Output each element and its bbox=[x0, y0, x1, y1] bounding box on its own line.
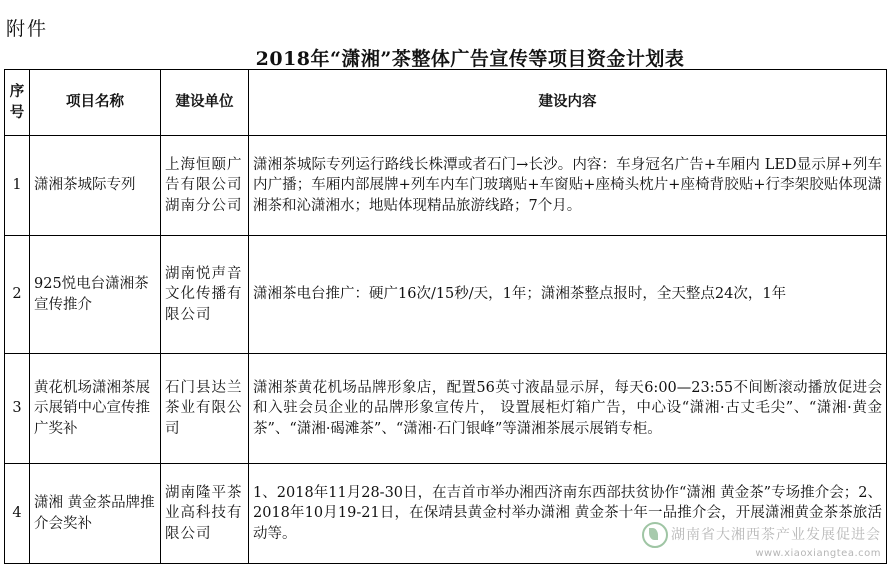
project-name: 潇湘 黄金茶品牌推介会奖补 bbox=[30, 464, 161, 564]
header-seq: 序号 bbox=[5, 70, 30, 136]
table-header-row bbox=[5, 70, 887, 136]
header-project-name: 项目名称 bbox=[30, 70, 161, 136]
table-row bbox=[5, 136, 887, 236]
row-number: 2 bbox=[5, 236, 30, 354]
construction-unit: 石门县达兰茶业有限公司 bbox=[161, 354, 249, 464]
construction-content: 潇湘茶黄花机场品牌形象店，配置56英寸液晶显示屏，每天6:00—23:55不间断滚动播放促进会和入驻会员企业的品牌形象宣传片， 设置展柜灯箱广告，中心设“潇湘·古丈毛尖”、“潇湘·黄金茶”、“潇湘·碣滩茶”、“潇湘·石门银峰”等潇湘茶展示展销专柜。 bbox=[249, 354, 887, 464]
row-number: 4 bbox=[5, 464, 30, 564]
construction-unit: 上海恒颐广告有限公司湖南分公司 bbox=[161, 136, 249, 236]
project-name: 925悦电台潇湘茶宣传推介 bbox=[30, 236, 161, 354]
row-number: 3 bbox=[5, 354, 30, 464]
header-construction-unit: 建设单位 bbox=[161, 70, 249, 136]
project-name: 黄花机场潇湘茶展示展销中心宣传推广奖补 bbox=[30, 354, 161, 464]
construction-unit: 湖南悦声音文化传播有限公司 bbox=[161, 236, 249, 354]
row-number: 1 bbox=[5, 136, 30, 236]
attachment-label: 附件 bbox=[6, 18, 49, 40]
funding-plan-table bbox=[4, 69, 887, 564]
watermark bbox=[642, 522, 881, 559]
page-title: 2018年“潇湘”茶整体广告宣传等项目资金计划表 bbox=[255, 48, 685, 70]
project-name: 潇湘茶城际专列 bbox=[30, 136, 161, 236]
construction-content: 1、2018年11月28-30日，在吉首市举办湘西济南东西部扶贫协作“潇湘 黄金茶”专场推介会；2、2018年10月19-21日，在保靖县黄金村举办潇湘 黄金茶十年一品推介会，开展潇湘黄金茶茶旅活动等。 bbox=[249, 464, 887, 564]
tea-leaf-logo-icon bbox=[642, 522, 668, 548]
construction-content: 潇湘茶电台推广：硬广16次/15秒/天，1年；潇湘茶整点报时，全天整点24次，1年 bbox=[249, 236, 887, 354]
watermark-org-line bbox=[642, 522, 881, 548]
table-row bbox=[5, 236, 887, 354]
watermark-org: 湖南省大湘西茶产业发展促进会 bbox=[671, 527, 881, 543]
construction-content: 潇湘茶城际专列运行路线长株潭或者石门→长沙。内容：车身冠名广告+车厢内 LED显示屏+列车内广播；车厢内部展牌+列车内车门玻璃贴+车窗贴+座椅头枕片+座椅背胶贴+行李架胶贴体现潇湘茶和沁潇湘水；地贴体现精品旅游线路；7个月。 bbox=[249, 136, 887, 236]
watermark-url: www.xiaoxiangtea.com bbox=[755, 548, 881, 559]
construction-unit: 湖南隆平茶业高科技有限公司 bbox=[161, 464, 249, 564]
table-row bbox=[5, 354, 887, 464]
header-construction-content: 建设内容 bbox=[249, 70, 887, 136]
